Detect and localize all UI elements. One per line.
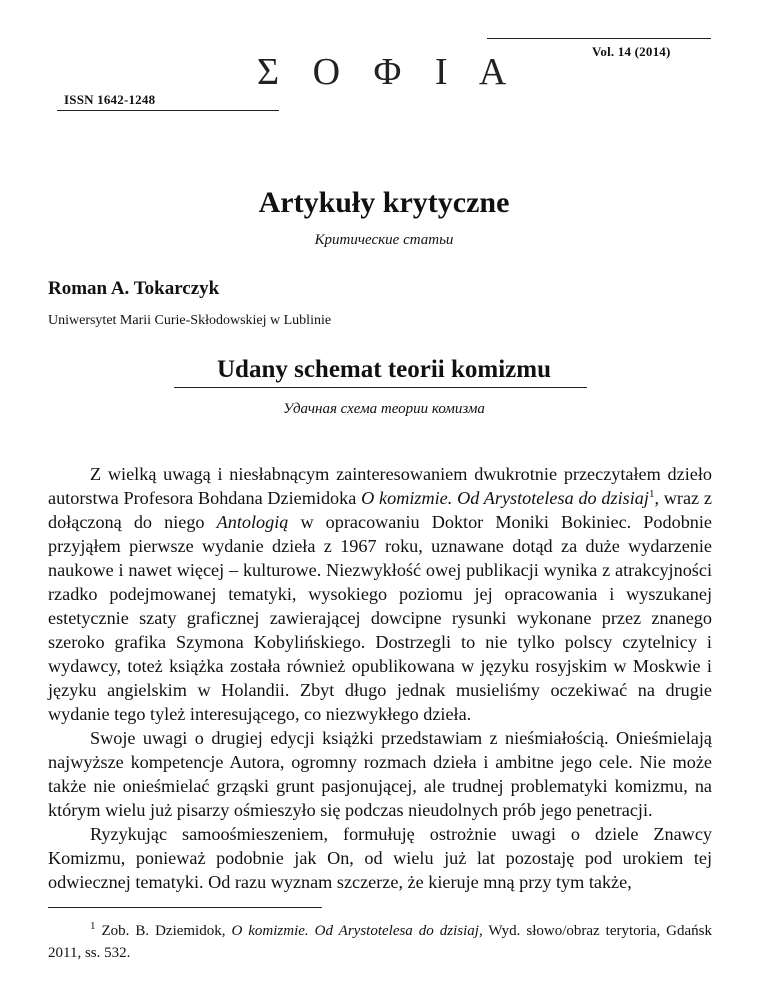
book-title: O komizmie. Od Arystotelesa do dzisiaj <box>361 488 649 508</box>
footnote-book-title: O komizmie. Od Arystotelesa do dzisiaj <box>231 923 479 939</box>
footnote-number: 1 <box>90 920 96 932</box>
paragraph-2: Swoje uwagi o drugiej edycji książki przedstawiam z nieśmiałością. Onieśmielają najwyższe kompetencje Autora, ogromny rozmach dzieła i ambitne jego cele. Nie może także nie onieśmielać grząski grunt pasjonującej, ale trudnej problematyki komizmu, na którym wielu już pisarzy ośmieszyło się podczas nieudolnych prób jego penetracji. <box>48 728 712 820</box>
article-title: Udany schemat teorii komizmu <box>217 356 551 383</box>
footnote-rule <box>48 907 322 908</box>
anthology-title: Antologią <box>216 512 289 532</box>
article-subtitle: Удачная схема теории комизма <box>283 401 485 417</box>
volume-label: Vol. 14 (2014) <box>592 44 671 59</box>
article-title-rule <box>174 387 587 388</box>
header-top-rule <box>487 38 711 39</box>
issn-label: ISSN 1642-1248 <box>64 92 156 107</box>
paragraph-3: Ryzykując samoośmieszeniem, formułuję ostrożnie uwagi o dziele Znawcy Komizmu, ponieważ podobnie jak On, od wielu już lat pozostaję pod urokiem tej odwiecznej tematyki. Od razu wyznam szczerze, że kieruje mną przy tym także, <box>48 824 712 892</box>
journal-name: Σ Ο Φ Ι Α <box>257 51 519 93</box>
footnote: $^1$ Zob. B. Dziemidok, O komizmie. Od Arystotelesa do dzisiaj, Wyd. słowo/obraz terytoria, Gdańsk 2011, ss. 532. <box>48 920 713 961</box>
section-subtitle: Критические статьи <box>314 232 454 248</box>
article-body <box>48 462 712 894</box>
paragraph-1: Z wielką uwagą i niesłabnącym zainteresowaniem dwukrotnie przeczytałem dzieło autorstwa Profesora Bohdana Dziemidoka O komizmie. Od Arystotelesa do dzisiaj$^1$, wraz z dołączoną do niego Antologią w opracowaniu Doktor Moniki Bokiniec. Podobnie przyjąłem pierwsze wydanie dzieła z 1967 roku, uznawane dotąd za duże wydarzenie naukowe i nawet więcej – kulturowe. Niezwykłość owej publikacji wynika z atrakcyjności rzadko podejmowanej tematyki, wysokiego poziomu jej opracowania i wyszukanej estetycznie szaty graficznej zawierającej dowcipne rysunki wykonane przez znanego szeroko grafika Szymona Kobylińskiego. Dostrzegli to nie tylko polscy czytelnicy i wydawcy, toteż książka została również opublikowana w języku rosyjskim w Moskwie i języku angielskim w Holandii. Zbyt długo jednak musieliśmy oczekiwać na drugie wydanie tego tyleż interesującego, co niezwykłego dzieła. <box>48 464 713 724</box>
author-name: Roman A. Tokarczyk <box>48 278 220 299</box>
author-affiliation: Uniwersytet Marii Curie-Skłodowskiej w Lublinie <box>48 313 332 328</box>
footnote-ref: 1 <box>648 487 655 500</box>
section-title: Artykuły krytyczne <box>258 186 510 219</box>
issn-rule <box>57 110 279 111</box>
